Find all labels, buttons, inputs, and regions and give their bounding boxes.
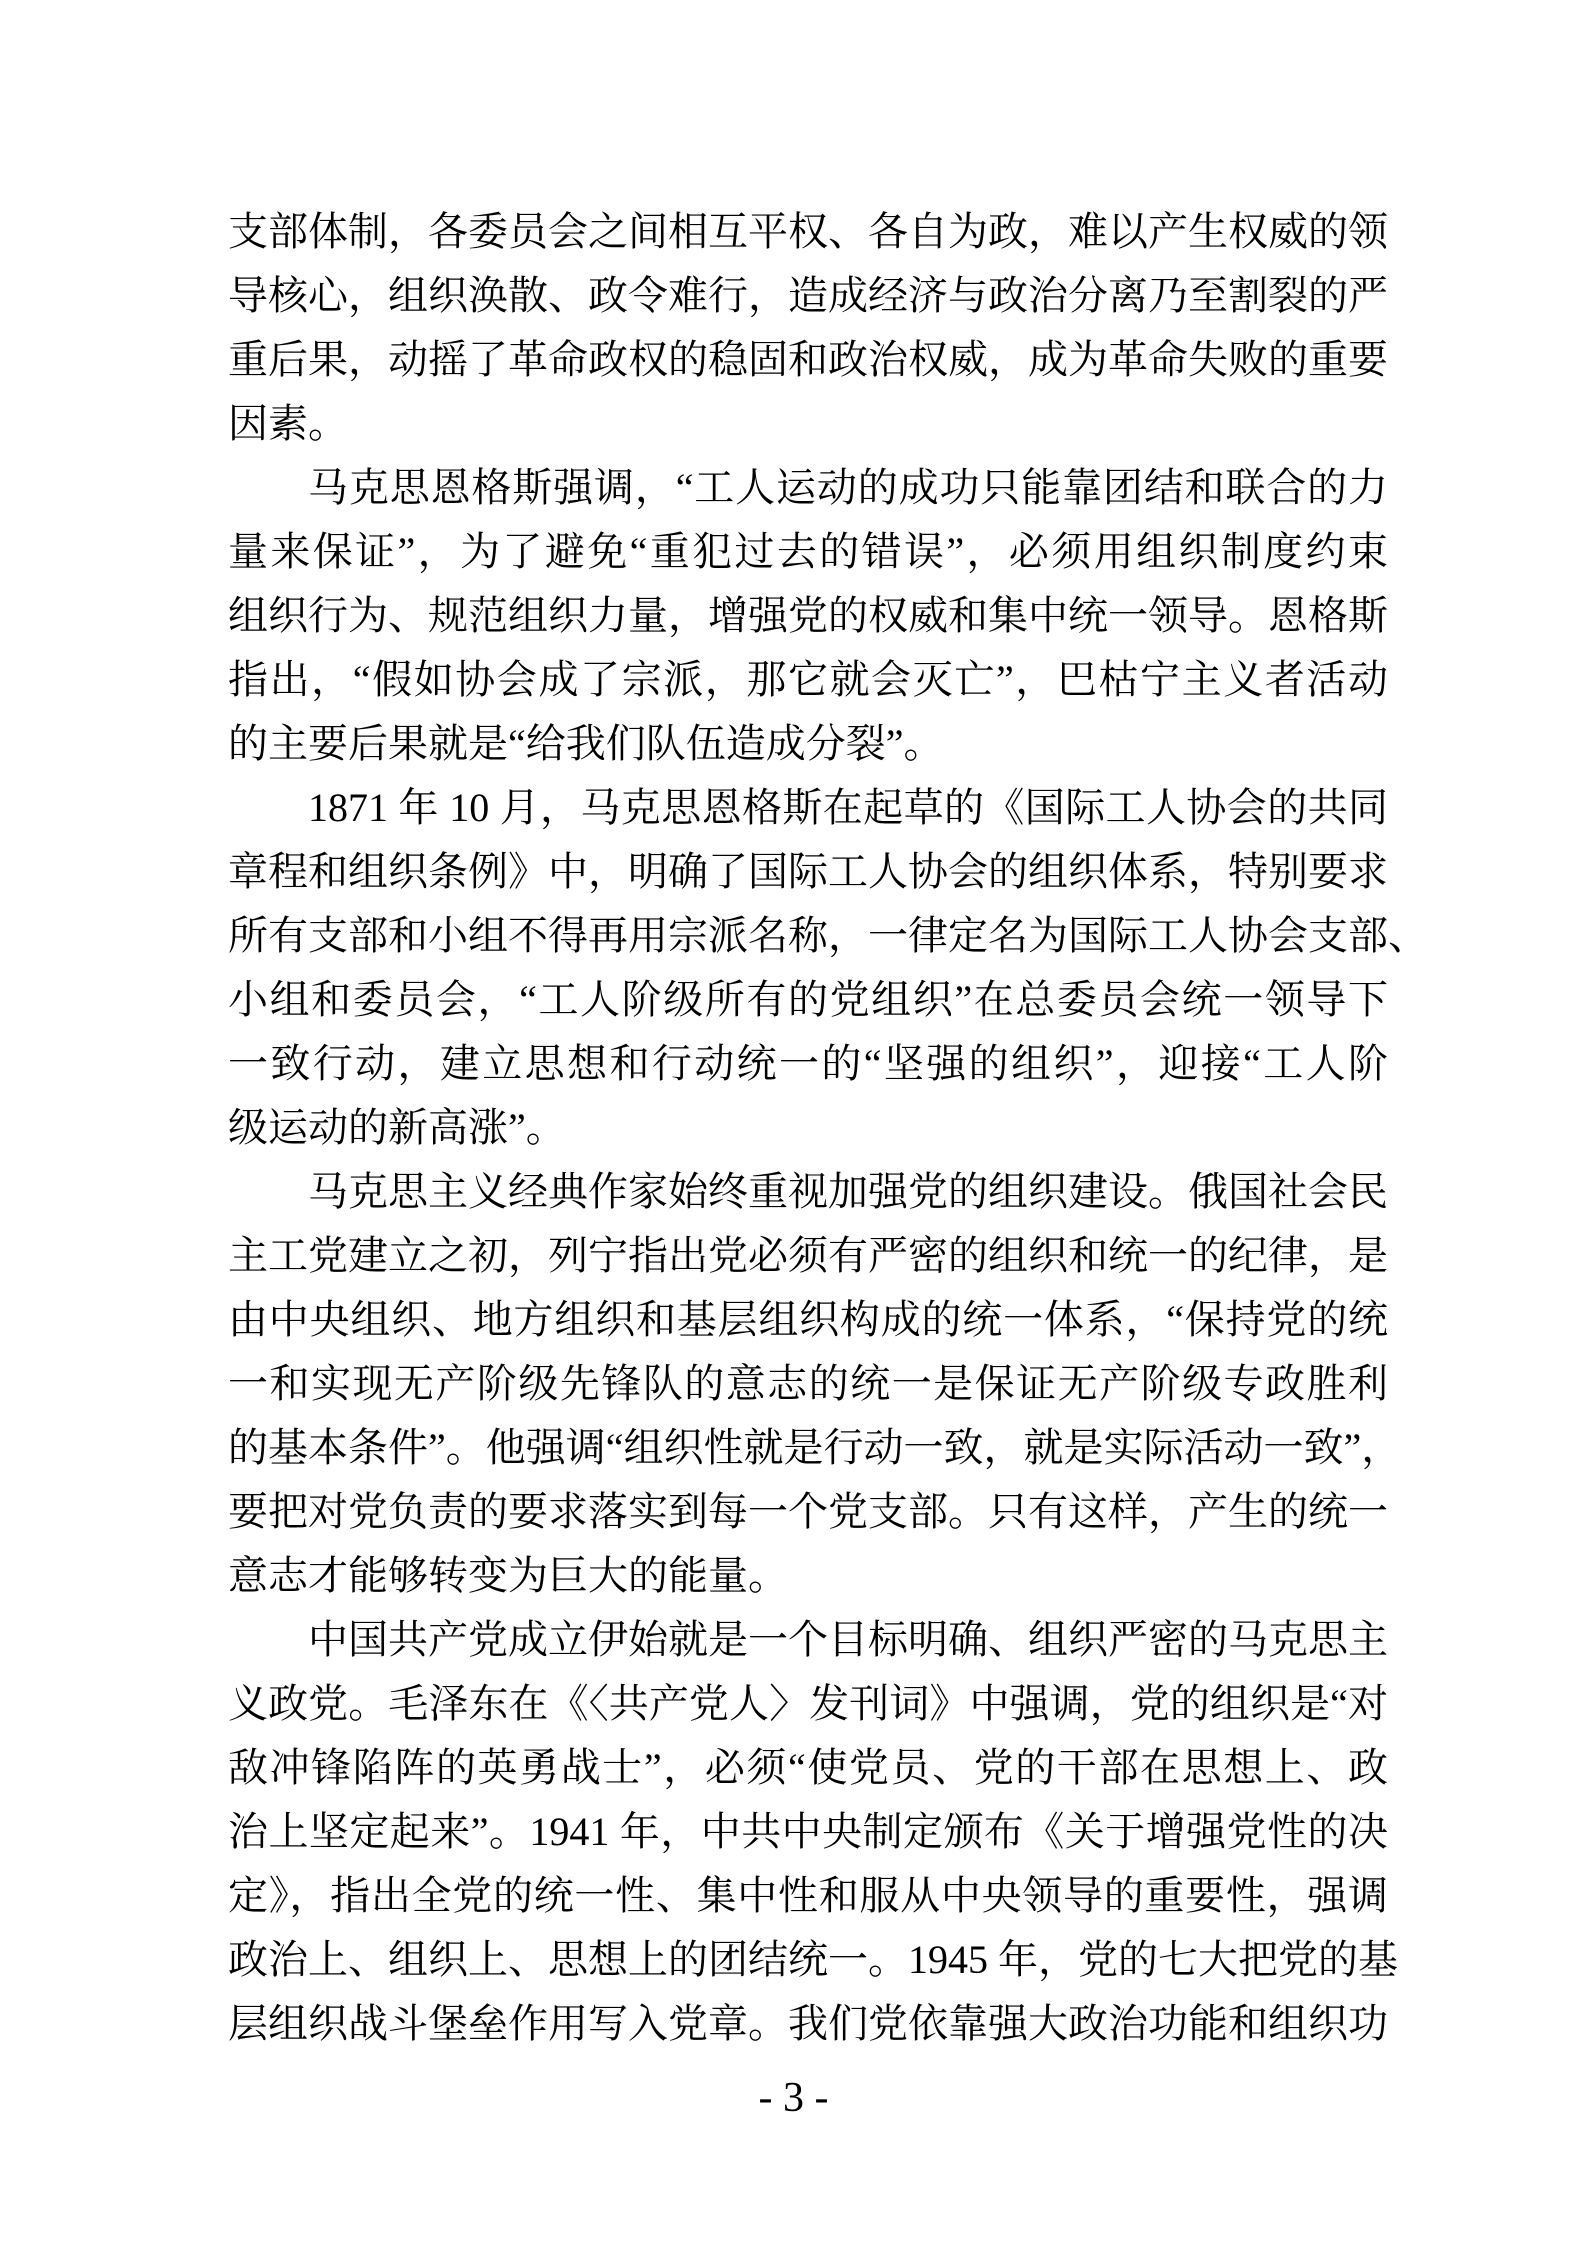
- text-line-p3-2: 章程和组织条例》中，明确了国际工人协会的组织体系，特别要求: [228, 849, 1388, 894]
- text-line-p3-4: 小组和委员会，“工人阶级所有的党组织”在总委员会统一领导下: [228, 977, 1388, 1022]
- text-line-p2-5: 的主要后果就是“给我们队伍造成分裂”。: [228, 721, 944, 766]
- text-line-p2-4: 指出，“假如协会成了宗派，那它就会灭亡”，巴枯宁主义者活动: [228, 657, 1388, 702]
- text-line-p5-2: 义政党。毛泽东在《〈共产党人〉发刊词》中强调，党的组织是“对: [228, 1681, 1388, 1726]
- text-line-p1-4: 因素。: [228, 401, 348, 446]
- text-line-p4-5: 的基本条件”。他强调“组织性就是行动一致，就是实际活动一致”，: [228, 1425, 1402, 1470]
- text-line-p3-3: 所有支部和小组不得再用宗派名称，一律定名为国际工人协会支部、: [228, 913, 1428, 958]
- text-line-p1-3: 重后果，动摇了革命政权的稳固和政治权威，成为革命失败的重要: [228, 337, 1388, 382]
- document-text-block: [228, 200, 1428, 2056]
- text-line-p3-6: 级运动的新高涨”。: [228, 1105, 566, 1150]
- text-line-p5-6: 政治上、组织上、思想上的团结统一。1945 年，党的七大把党的基: [228, 1937, 1398, 1982]
- text-line-p1-1: 支部体制，各委员会之间相互平权、各自为政，难以产生权威的领: [228, 209, 1388, 254]
- text-line-p2-2: 量来保证”，为了避免“重犯过去的错误”，必须用组织制度约束: [228, 529, 1388, 574]
- text-line-p4-7: 意志才能够转变为巨大的能量。: [228, 1553, 788, 1598]
- text-line-p5-7: 层组织战斗堡垒作用写入党章。我们党依靠强大政治功能和组织功: [228, 2001, 1388, 2046]
- text-line-p5-3: 敌冲锋陷阵的英勇战士”，必须“使党员、党的干部在思想上、政: [228, 1745, 1388, 1790]
- text-line-p4-6: 要把对党负责的要求落实到每一个党支部。只有这样，产生的统一: [228, 1489, 1388, 1534]
- text-line-p4-2: 主工党建立之初，列宁指出党必须有严密的组织和统一的纪律，是: [228, 1233, 1388, 1278]
- text-line-p5-1: 中国共产党成立伊始就是一个目标明确、组织严密的马克思主: [308, 1617, 1388, 1662]
- text-line-p1-2: 导核心，组织涣散、政令难行，造成经济与政治分离乃至割裂的严: [228, 273, 1388, 318]
- text-line-p2-3: 组织行为、规范组织力量，增强党的权威和集中统一领导。恩格斯: [228, 593, 1388, 638]
- text-line-p2-1: 马克思恩格斯强调，“工人运动的成功只能靠团结和联合的力: [308, 465, 1388, 510]
- text-line-p4-1: 马克思主义经典作家始终重视加强党的组织建设。俄国社会民: [308, 1169, 1388, 1214]
- page-number: - 3 -: [758, 2075, 829, 2121]
- text-line-p4-3: 由中央组织、地方组织和基层组织构成的统一体系，“保持党的统: [228, 1297, 1388, 1342]
- text-line-p5-5: 定》，指出全党的统一性、集中性和服从中央领导的重要性，强调: [228, 1873, 1388, 1918]
- text-line-p5-4: 治上坚定起来”。1941 年，中共中央制定颁布《关于增强党性的决: [228, 1809, 1388, 1854]
- text-line-p4-4: 一和实现无产阶级先锋队的意志的统一是保证无产阶级专政胜利: [228, 1361, 1388, 1406]
- text-line-p3-5: 一致行动，建立思想和行动统一的“坚强的组织”，迎接“工人阶: [228, 1041, 1388, 1086]
- text-line-p3-1: 1871 年 10 月，马克思恩格斯在起草的《国际工人协会的共同: [308, 785, 1388, 830]
